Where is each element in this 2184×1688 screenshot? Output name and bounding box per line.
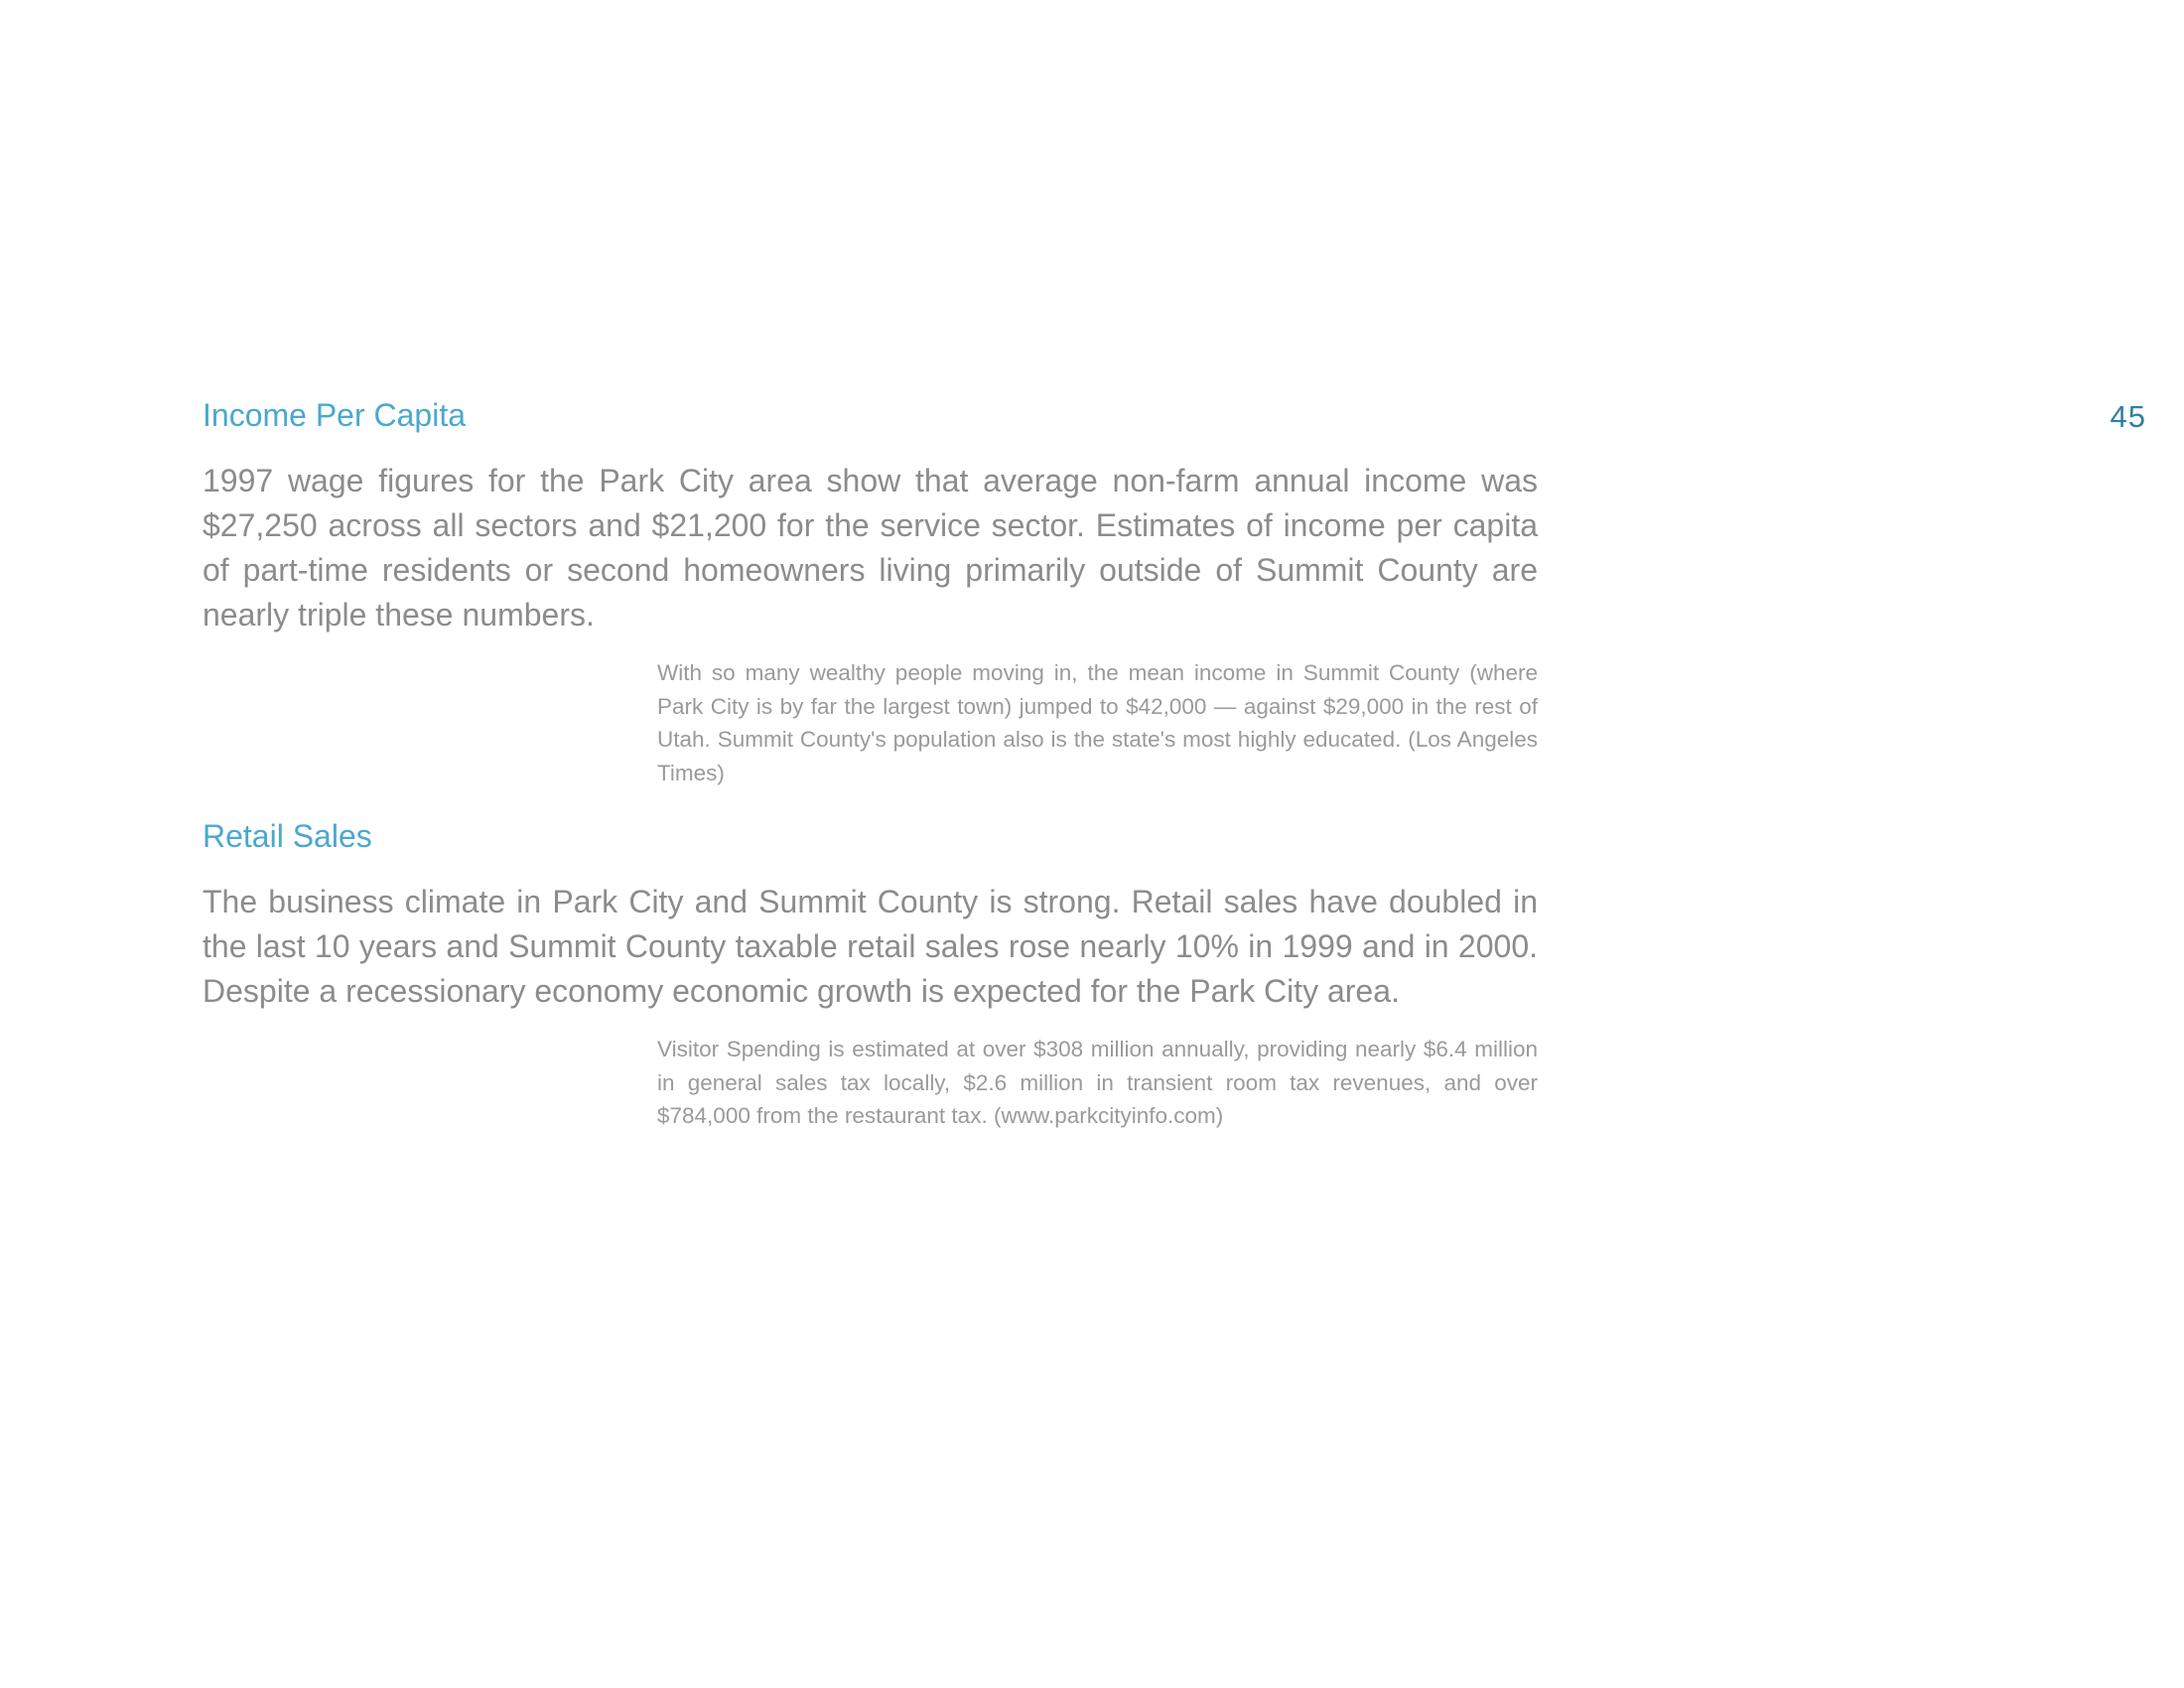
section-heading-retail-sales: Retail Sales: [203, 818, 372, 854]
quote-retail: Visitor Spending is estimated at over $308 million annually, providing nearly $6.4 million in general sales tax locally, $2.6 million in transient room tax revenues, and over $784,000 from the restaurant tax. (www.parkcityinfo.com): [657, 1037, 1538, 1128]
page-number: 45: [2110, 399, 2146, 434]
quote-income: With so many wealthy people moving in, the mean income in Summit County (where Park City is by far the largest town) jumped to $42,000 — against $29,000 in the rest of Utah. Summit County's population also is the state's most highly educated. (Los Angeles Times): [657, 660, 1538, 785]
body-paragraph-income: 1997 wage figures for the Park City area show that average non-farm annual income was $27,250 across all sectors and $21,200 for the service sector. Estimates of income per capita of part-time residents or second homeowners living primarily outside of Summit County are nearly triple these numbers.: [203, 463, 1538, 633]
section-heading-income-per-capita: Income Per Capita: [203, 397, 467, 433]
body-paragraph-retail: The business climate in Park City and Summit County is strong. Retail sales have doubled in the last 10 years and Summit County taxable retail sales rose nearly 10% in 1999 and in 2000. Despite a recessionary economy economic growth is expected for the Park City area.: [203, 884, 1538, 1009]
